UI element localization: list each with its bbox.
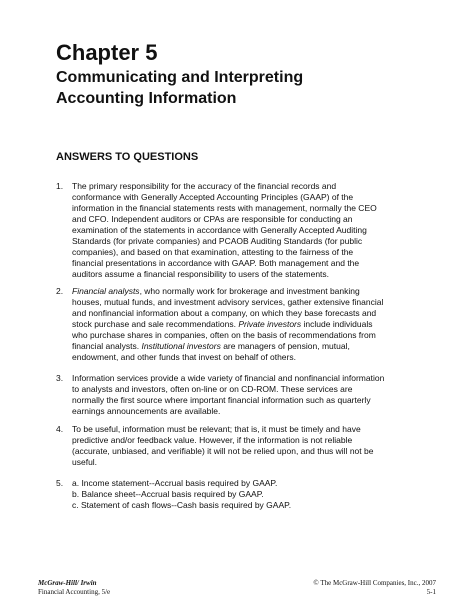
- subtitle-line-2: Accounting Information: [56, 90, 237, 107]
- answer-line: financial presentations in accordance with GAAP. Both management and the: [72, 258, 360, 268]
- answer-line: and nonfinancial information about a company, on which they base forecasts and: [72, 308, 377, 318]
- term-private-investors: Private investors: [238, 319, 302, 329]
- answer-line: companies), and based on that examination, attesting to the fairness of the: [72, 247, 354, 257]
- answer-text: , who normally work for brokerage and investment banking: [139, 286, 360, 296]
- answer-line: Information services provide a wide variety of financial and nonfinancial information: [72, 373, 385, 383]
- answer-line: to analysts and investors, often on-line or on CD-ROM. These services are: [72, 384, 353, 394]
- question-1-answer: [72, 181, 426, 280]
- question-number: 5.: [56, 478, 64, 488]
- answer-text: are managers of pension, mutual,: [220, 341, 350, 351]
- question-number: 1.: [56, 181, 64, 191]
- footer-book-title: Financial Accounting, 5/e: [38, 588, 111, 596]
- answer-line: [72, 341, 426, 352]
- answer-line: The primary responsibility for the accuracy of the financial records and: [72, 181, 337, 191]
- answer-line: endowment, and other funds that invest on behalf of others.: [72, 352, 296, 362]
- answer-line: houses, mutual funds, and investment advisory services, gather extensive financial: [72, 297, 384, 307]
- question-2-answer: [72, 286, 426, 363]
- answer-line: who purchase shares in companies, often on the basis of recommendations from: [72, 330, 376, 340]
- answer-line: c. Statement of cash flows--Cash basis required by GAAP.: [72, 500, 292, 510]
- chapter-title: Chapter 5: [56, 40, 158, 65]
- question-number: 2.: [56, 286, 64, 296]
- question-number: 4.: [56, 424, 64, 434]
- answer-text: include individuals: [301, 319, 373, 329]
- answer-line: Standards (for private companies) and PCAOB Auditing Standards (for public: [72, 236, 363, 246]
- page-number: 5-1: [426, 588, 436, 596]
- question-3-answer: [72, 373, 426, 417]
- answer-line: (accurate, unbiased, and verifiable) it will not be relied upon, and thus will not be: [72, 446, 374, 456]
- answer-text: stock purchase and sale recommendations.: [72, 319, 239, 329]
- answer-line: a. Income statement--Accrual basis required by GAAP.: [72, 478, 278, 488]
- answer-line: [72, 286, 426, 297]
- answer-text: financial analysts.: [72, 341, 142, 351]
- answer-line: normally the first source where important financial information such as quarterly: [72, 395, 371, 405]
- question-5-answer: [72, 478, 426, 511]
- answer-line: useful.: [72, 457, 98, 467]
- question-number: 3.: [56, 373, 64, 383]
- answer-line: information in the financial statements rests with management, normally the CEO: [72, 203, 377, 213]
- answer-line: auditors assume a financial responsibility to users of the statements.: [72, 269, 330, 279]
- answer-line: earnings announcements are available.: [72, 406, 221, 416]
- footer-publisher: McGraw-Hill/ Irwin: [38, 579, 97, 587]
- footer-copyright: © The McGraw-Hill Companies, Inc., 2007: [313, 579, 436, 587]
- footer-left: [38, 579, 110, 597]
- section-heading: ANSWERS TO QUESTIONS: [56, 151, 199, 163]
- answer-line: conformance with Generally Accepted Accounting Principles (GAAP) of the: [72, 192, 354, 202]
- answer-line: and CFO. Independent auditors or CPAs are responsible for conducting an: [72, 214, 353, 224]
- subtitle-line-1: Communicating and Interpreting: [56, 69, 304, 86]
- answer-line: b. Balance sheet--Accrual basis required by GAAP.: [72, 489, 264, 499]
- answer-line: predictive and/or feedback value. However, if the information is not reliable: [72, 435, 353, 445]
- term-institutional-investors: Institutional investors: [141, 341, 221, 351]
- term-financial-analysts: Financial analysts: [72, 286, 140, 296]
- answer-line: To be useful, information must be relevant; that is, it must be timely and have: [72, 424, 361, 434]
- footer-right: [313, 579, 436, 597]
- chapter-subtitle: [56, 67, 303, 109]
- answer-line: examination of the statements in accordance with Generally Accepted Auditing: [72, 225, 367, 235]
- question-4-answer: [72, 424, 426, 468]
- answer-line: [72, 319, 426, 330]
